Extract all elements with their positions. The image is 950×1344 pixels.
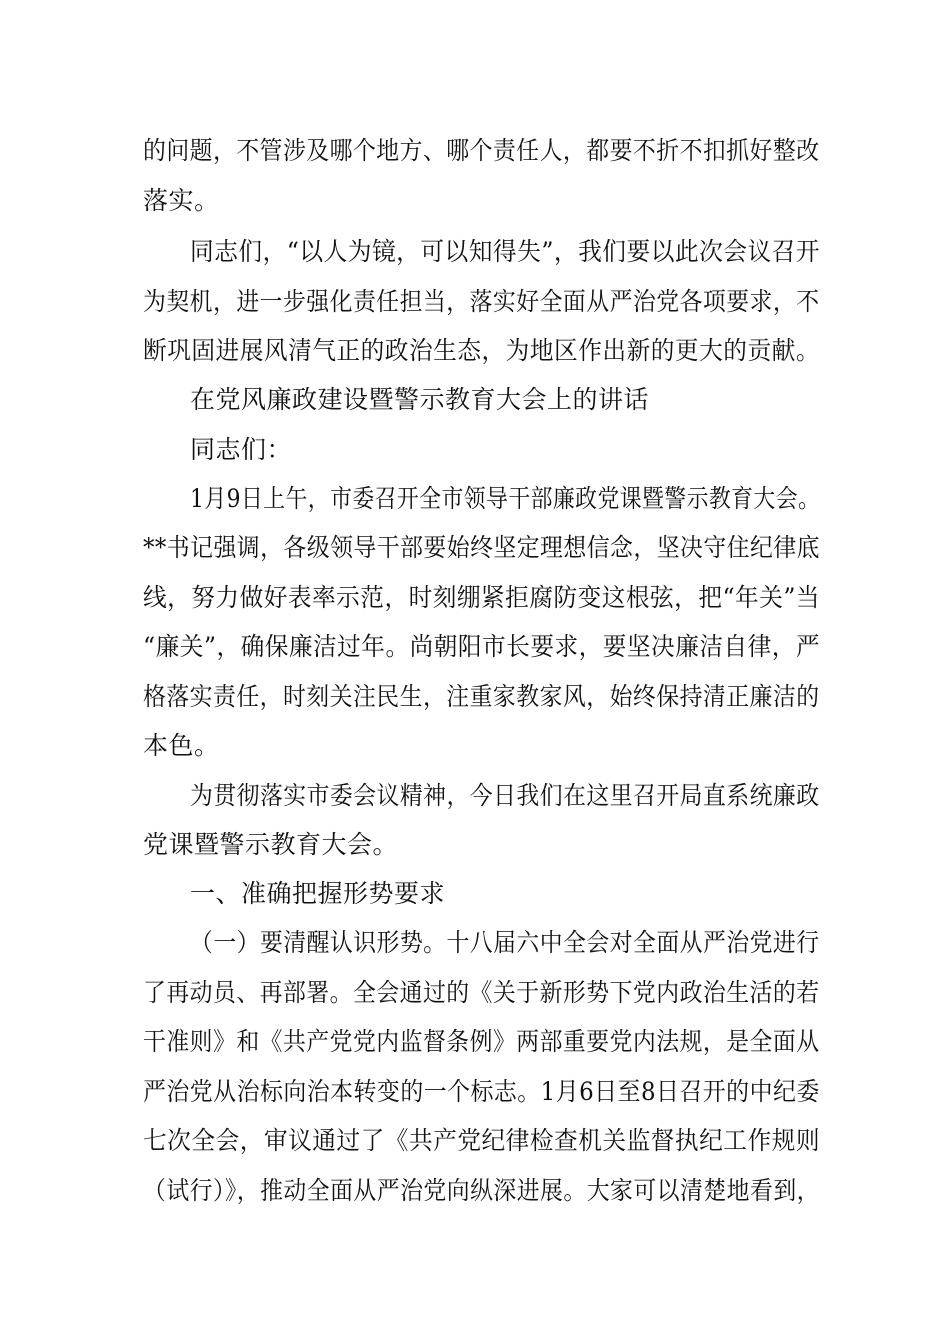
text-line: “廉关”，确保廉洁过年。尚朝阳市长要求，要坚决廉洁自律，严 [143,632,821,661]
text-line: 的问题，不管涉及哪个地方、哪个责任人，都要不折不扣抓好整改 [143,136,820,165]
text-line: 落实。 [143,186,220,215]
text-line: 七次全会，审议通过了《共产党纪律检查机关监督执纪工作规则 [143,1126,821,1155]
salutation: 同志们： [190,435,293,464]
text-line: 党课暨警示教育大会。 [143,830,399,859]
text-line: 严治党从治标向治本转变的一个标志。1月6日至8日召开的中纪委 [143,1077,820,1106]
text-line: 干准则》和《共产党党内监督条例》两部重要党内法规，是全面从 [143,1027,820,1056]
text-line: 为贯彻落实市委会议精神，今日我们在这里召开局直系统廉政 [190,781,820,810]
text-line: 了再动员、再部署。全会通过的《关于新形势下党内政治生活的若 [143,978,820,1007]
section-title: 在党风廉政建设暨警示教育大会上的讲话 [190,385,650,414]
text-line: 1月9日上午，市委召开全市领导干部廉政党课暨警示教育大会。 [190,484,821,513]
text-line: 为契机，进一步强化责任担当，落实好全面从严治党各项要求，不 [143,287,820,316]
text-line: 格落实责任，时刻关注民生，注重家教家风，始终保持清正廉洁的 [143,682,820,711]
text-line: 断巩固进展风清气正的政治生态，为地区作出新的更大的贡献。 [143,336,821,365]
text-line: 线，努力做好表率示范，时刻绷紧拒腐防变这根弦，把“年关”当 [143,583,821,612]
text-line: 本色。 [143,731,220,760]
text-line: **书记强调，各级领导干部要始终坚定理想信念，坚决守住纪律底 [143,533,821,562]
text-line: 同志们，“以人为镜，可以知得失”，我们要以此次会议召开 [190,237,821,266]
text-line: （试行）》，推动全面从严治党向纵深进展。大家可以清楚地看到， [143,1176,821,1205]
text-line: （一）要清醒认识形势。十八届六中全会对全面从严治党进行 [190,928,820,957]
section-heading: 一、准确把握形势要求 [190,879,446,908]
